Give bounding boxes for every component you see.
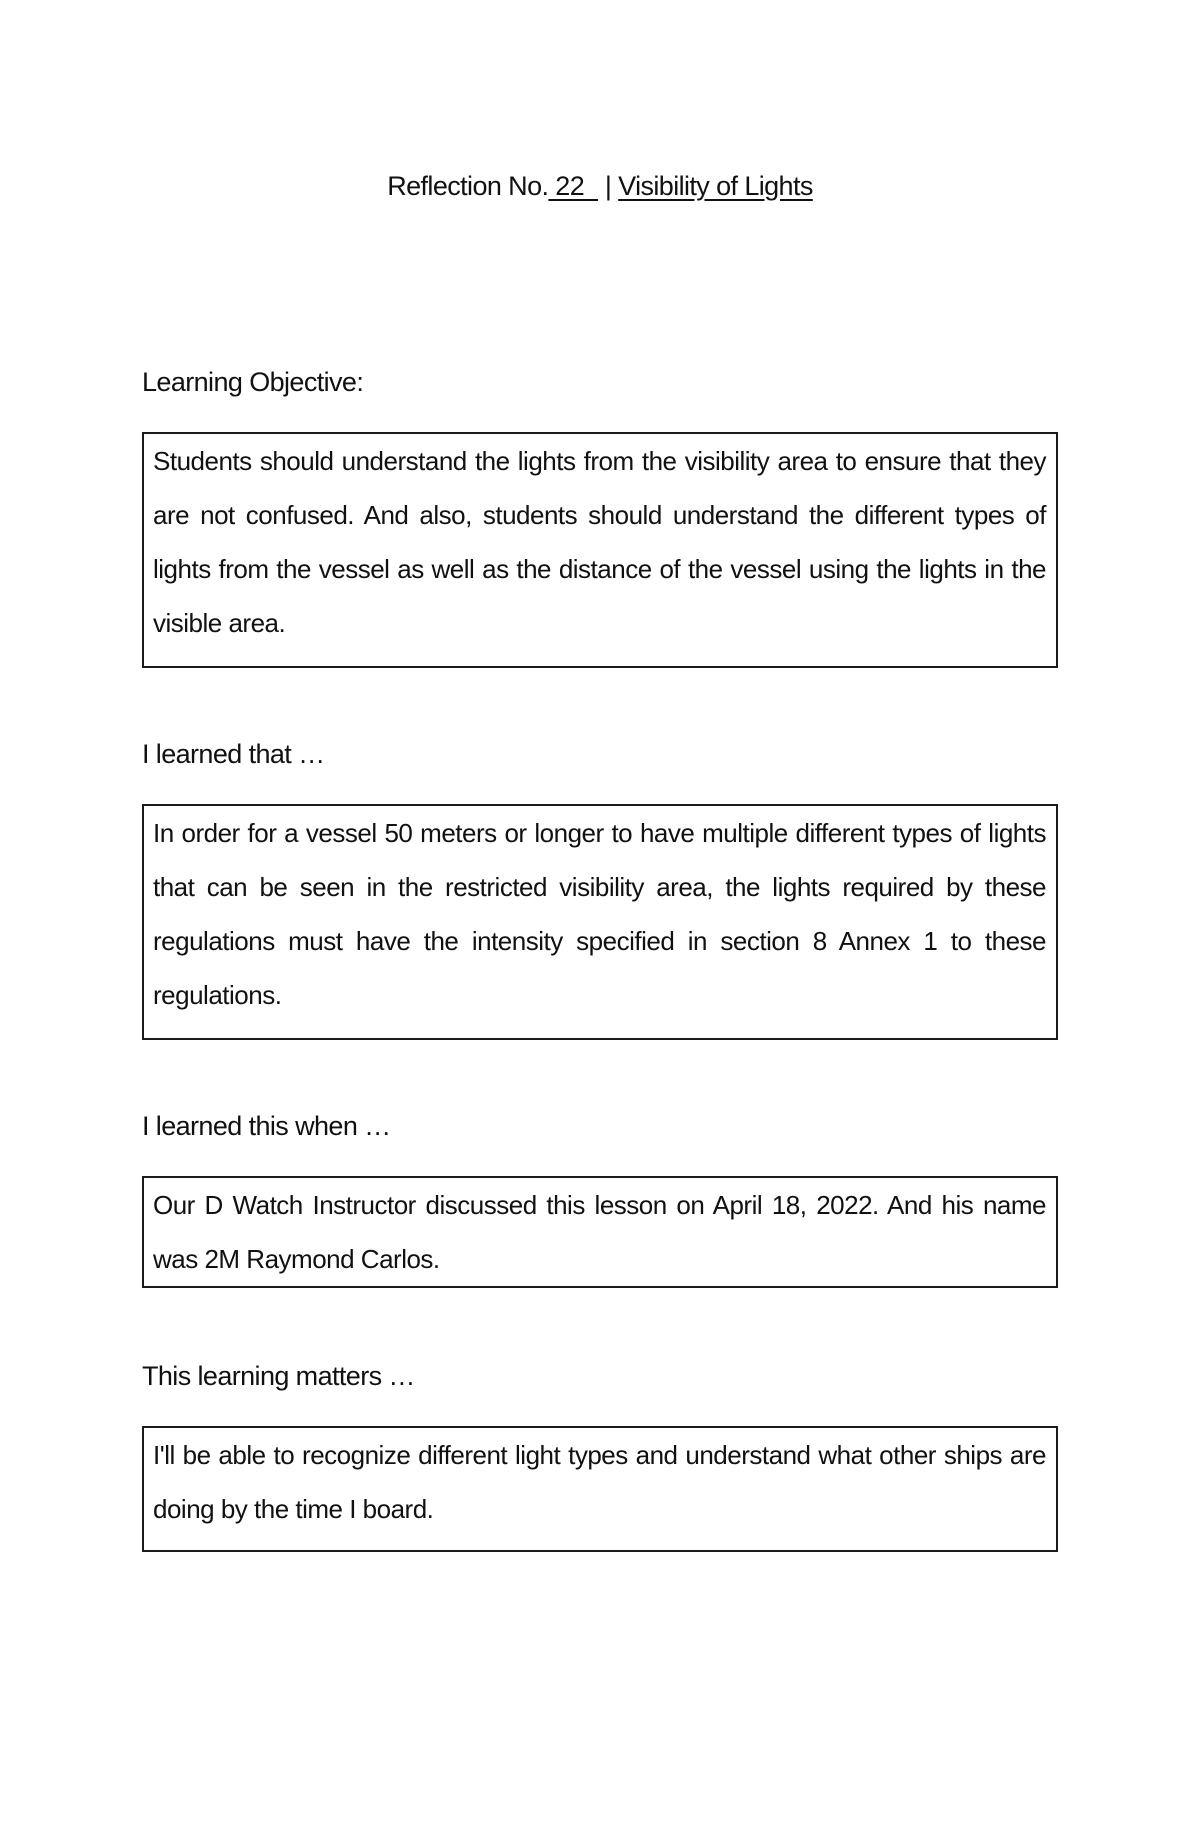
section-text-learning-objective: Students should understand the lights from the visibility area to ensure that they are not confused. And also, students should understand the different types of lights from the vessel as well as the distance of the vessel using the lights in the visible area. [153,446,1046,638]
section-box-i-learned-that [142,804,1058,1040]
section-box-i-learned-this-when [142,1176,1058,1288]
section-text-i-learned-this-when: Our D Watch Instructor discussed this lesson on April 18, 2022. And his name was 2M Raymond Carlos. [153,1190,1046,1274]
section-heading-i-learned-this-when: I learned this when … [142,1111,391,1141]
title-prefix: Reflection No. [387,171,549,201]
section-box-this-learning-matters [142,1426,1058,1552]
section-text-i-learned-that: In order for a vessel 50 meters or longer to have multiple different types of lights that can be seen in the restricted visibility area, the lights required by these regulations must have the intensity specified in section 8 Annex 1 to these regulations. [153,818,1046,1010]
reflection-number: 22 [548,171,598,201]
page-title [0,168,1200,204]
reflection-topic: Visibility of Lights [618,171,813,201]
title-separator: | [597,171,619,201]
section-box-learning-objective [142,432,1058,668]
section-heading-i-learned-that: I learned that … [142,739,325,769]
section-text-this-learning-matters: I'll be able to recognize different light types and understand what other ships are doing by the time I board. [153,1440,1046,1524]
section-heading-learning-objective: Learning Objective: [142,367,364,397]
section-heading-this-learning-matters: This learning matters … [142,1361,415,1391]
